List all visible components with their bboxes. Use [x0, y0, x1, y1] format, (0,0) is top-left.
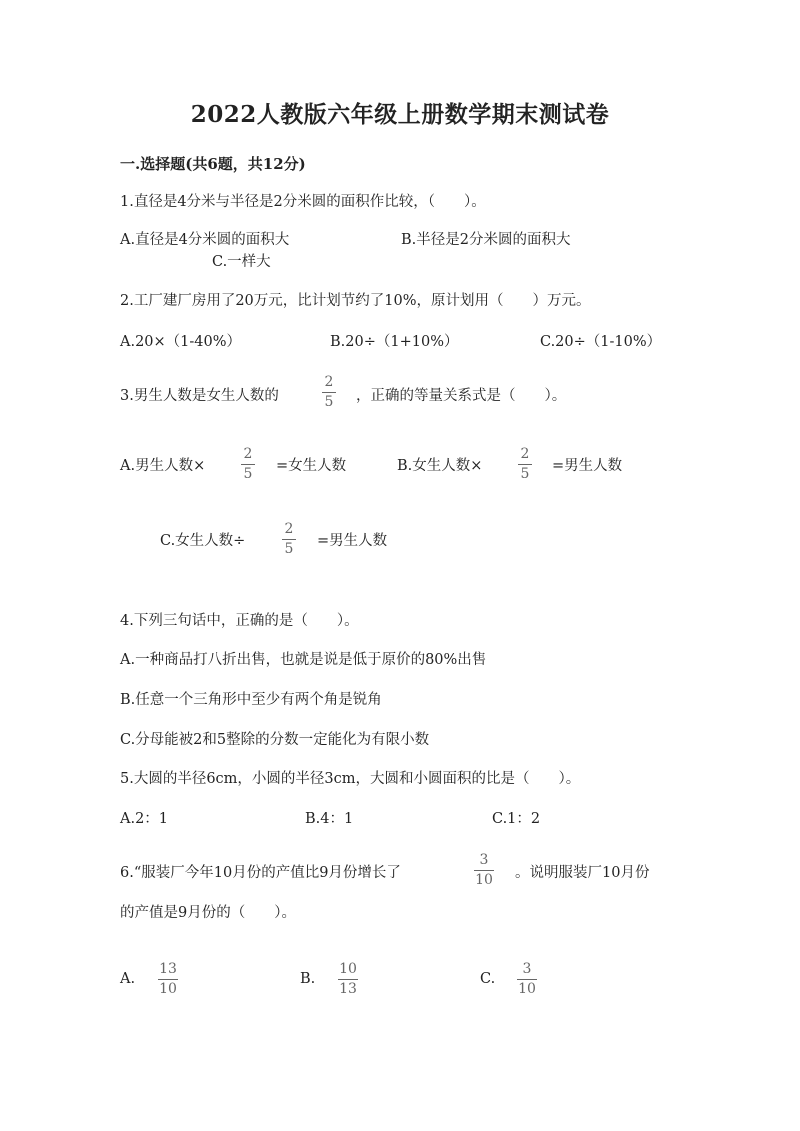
q5-option-b: B.4：1 [305, 811, 354, 827]
q3-option-c-fraction [282, 522, 296, 556]
q4-option-a: A.一种商品打八折出售，也就是说是低于原价的80%出售 [120, 652, 487, 668]
q1-option-a: A.直径是4分米圆的面积大 [120, 232, 290, 248]
fraction-numerator: 2 [324, 374, 334, 390]
question-3-stem: 3.男生人数是女生人数的 [120, 388, 279, 404]
question-6-stem: 6.“服装厂今年10月份的产值比9月份增长了 [120, 865, 401, 881]
fraction-denominator: 5 [324, 393, 334, 410]
q3-option-b-label: B.女生人数× [397, 458, 483, 474]
q6-option-b-fraction [338, 962, 358, 996]
question-1: 1.直径是4分米与半径是2分米圆的面积作比较，（ ）。 [120, 194, 486, 210]
question-6-line2: 的产值是9月份的（ ）。 [120, 905, 296, 921]
q3-option-c-label: C.女生人数÷ [160, 533, 246, 549]
q2-option-b: B.20÷（1+10%） [330, 334, 459, 350]
fraction-numerator: 3 [522, 961, 532, 977]
q3-option-b-fraction [518, 447, 532, 481]
fraction-numerator: 13 [159, 961, 177, 977]
q1-option-c: C.一样大 [212, 254, 271, 270]
q4-option-c: C.分母能被2和5整除的分数一定能化为有限小数 [120, 732, 430, 748]
q3-option-a-fraction [241, 447, 255, 481]
q5-option-c: C.1：2 [492, 811, 541, 827]
fraction-denominator: 13 [339, 980, 357, 997]
fraction-denominator: 5 [284, 540, 294, 557]
fraction-numerator: 2 [243, 446, 253, 462]
q2-option-a: A.20×（1-40%） [120, 334, 242, 350]
question-3-tail: ，正确的等量关系式是（ ）。 [356, 388, 567, 404]
fraction-denominator: 5 [520, 465, 530, 482]
fraction-denominator: 10 [518, 980, 536, 997]
q1-option-b: B.半径是2分米圆的面积大 [401, 232, 571, 248]
question-4: 4.下列三句话中，正确的是（ ）。 [120, 613, 359, 629]
q6-fraction [474, 853, 494, 887]
q3-option-b-tail: =男生人数 [552, 458, 623, 474]
q6-option-a-label: A. [120, 971, 136, 987]
fraction-denominator: 10 [159, 980, 177, 997]
fraction-denominator: 10 [475, 871, 493, 888]
q3-option-c-tail: =男生人数 [317, 533, 388, 549]
q6-option-b-label: B. [300, 971, 316, 987]
q3-option-a-tail: =女生人数 [276, 458, 347, 474]
question-6-tail: 。说明服装厂10月份 [515, 865, 650, 881]
fraction-numerator: 10 [339, 961, 357, 977]
q6-option-c-label: C. [480, 971, 496, 987]
fraction-numerator: 3 [479, 852, 489, 868]
q4-option-b: B.任意一个三角形中至少有两个角是锐角 [120, 692, 382, 708]
fraction-denominator: 5 [243, 465, 253, 482]
question-2: 2.工厂建厂房用了20万元，比计划节约了10%，原计划用（ ）万元。 [120, 293, 591, 309]
q5-option-a: A.2：1 [120, 811, 169, 827]
q6-option-a-fraction [158, 962, 178, 996]
q3-fraction [322, 375, 336, 409]
page-title: 2022人教版六年级上册数学期末测试卷 [190, 101, 610, 128]
section-heading: 一.选择题(共6题，共12分) [120, 155, 306, 173]
fraction-numerator: 2 [520, 446, 530, 462]
q2-option-c: C.20÷（1-10%） [540, 334, 662, 350]
q3-option-a-label: A.男生人数× [120, 458, 206, 474]
fraction-numerator: 2 [284, 521, 294, 537]
q6-option-c-fraction [517, 962, 537, 996]
question-5: 5.大圆的半径6cm，小圆的半径3cm，大圆和小圆面积的比是（ ）。 [120, 771, 581, 787]
